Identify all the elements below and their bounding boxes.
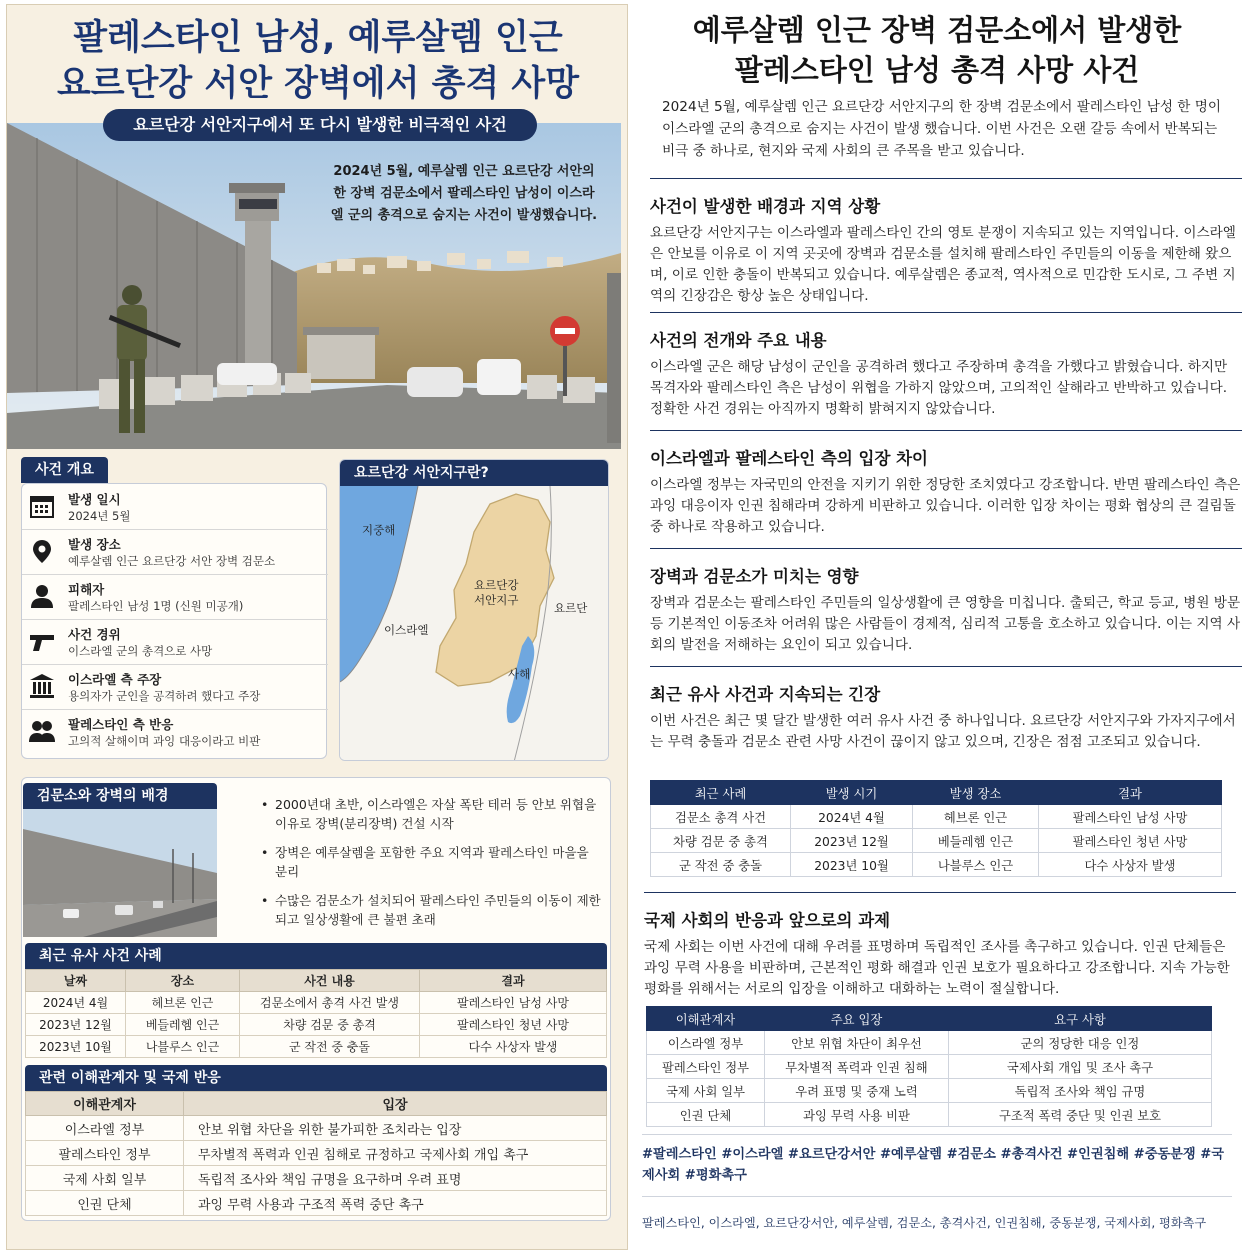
table-cell: 2023년 12월 [791,829,913,853]
table-cell: 나블루스 인근 [126,1036,240,1058]
table-cell: 팔레스타인 남성 사망 [420,992,607,1014]
table-cell: 차량 검문 중 총격 [651,829,791,853]
section-heading: 국제 사회의 반응과 앞으로의 과제 [644,911,891,930]
table-cell: 팔레스타인 정부 [26,1141,184,1166]
section-heading: 사건의 전개와 주요 내용 [650,331,827,350]
table-row [647,1055,1212,1079]
table-cell: 베들레헴 인근 [913,829,1039,853]
hero-caption: 2024년 5월, 예루살렘 인근 요르단강 서안의 한 장벽 검문소에서 팔레스타인 남성이 이스라엘 군의 총격으로 숨지는 사건이 발생했습니다. [330,164,598,223]
table-header: 결과 [420,970,607,992]
hashtags: #팔레스타인 #이스라엘 #요르단강서안 #예루살렘 #검문소 #총격사건 #인권침해 #중동분쟁 #국제사회 #평화촉구 [642,1147,1225,1183]
table-cell: 국제사회 개입 및 조사 촉구 [949,1055,1212,1079]
stakeholder-demands-table [646,1006,1212,1127]
article-section [650,430,1242,538]
section-heading: 장벽과 검문소가 미치는 영향 [650,567,859,586]
table-cell: 베들레헴 인근 [126,1014,240,1036]
table-cell: 독립적 조사와 책임 규명 [949,1079,1212,1103]
map-label-sea: 지중해 [362,523,396,537]
table-cell: 국제 사회 일부 [647,1079,765,1103]
table-header: 사건 내용 [240,970,420,992]
section-heading: 이스라엘과 팔레스타인 측의 입장 차이 [650,449,929,468]
table-cell: 이스라엘 정부 [26,1116,184,1141]
table-header-row [26,1092,607,1116]
article-section [650,548,1242,656]
section-heading: 사건이 발생한 배경과 지역 상황 [650,197,881,216]
table-cell: 국제 사회 일부 [26,1166,184,1191]
table-cell: 2023년 12월 [26,1014,126,1036]
table-header: 주요 입장 [765,1007,949,1031]
table-cell: 팔레스타인 청년 사망 [1039,829,1222,853]
table-cell: 과잉 무력 사용 비판 [765,1103,949,1127]
table-cell: 무차별적 폭력과 인권 침해 [765,1055,949,1079]
cases-table [650,780,1222,877]
section-divider [650,312,1242,313]
map-label-jordan: 요르단 [554,601,588,615]
table-cell: 인권 단체 [26,1191,184,1216]
table-row [647,1031,1212,1055]
overview-label: 팔레스타인 측 반응 [68,717,174,732]
section-body: 요르단강 서안지구는 이스라엘과 팔레스타인 간의 영토 분쟁이 지속되고 있는 지역입니다. 이스라엘은 안보를 이유로 이 지역 곳곳에 장벽과 검문소를 설치해 팔레스타인 주민들의 이동을 제한해 왔으며, 이로 인한 충돌이 반복되고 있습니다. 예루살렘은 종교적, 역사적으로 민감한 도시로, 그 주변 지역의 긴장감은 항상 높은 상태입니다. [650,225,1236,304]
article-section [644,892,1236,1000]
section-divider [650,430,1242,431]
table-cell: 구조적 폭력 중단 및 인권 보호 [949,1103,1212,1127]
section-divider [650,666,1242,667]
left-subtitle-pill: 요르단강 서안지구에서 또 다시 발생한 비극적인 사건 [103,109,537,141]
table-row [651,829,1222,853]
gun-icon [28,627,56,655]
table-cell: 인권 단체 [647,1103,765,1127]
background-bullets [261,795,601,939]
table-cell: 2024년 4월 [791,805,913,829]
table-cell: 팔레스타인 남성 사망 [1039,805,1222,829]
table-header: 이해관계자 [647,1007,765,1031]
person-icon [28,582,56,610]
overview-item-circumstance [22,621,328,665]
table-header: 발생 시기 [791,781,913,805]
table-header: 입장 [184,1092,607,1116]
section-heading: 최근 유사 사건과 지속되는 긴장 [650,685,881,704]
section-divider [650,178,1242,179]
overview-label: 사건 경위 [68,627,121,642]
table-row [647,1079,1212,1103]
map-heading: 요르단강 서안지구란? [340,460,609,486]
table-row [26,1014,607,1036]
table-cell: 군 작전 중 충돌 [651,853,791,877]
table-cell: 군의 정당한 대응 인정 [949,1031,1212,1055]
bullet-item: • 2000년대 초반, 이스라엘은 자살 폭탄 테러 등 안보 위협을 이유로 장벽(분리장벽) 건설 시작 [261,795,601,833]
table-cell: 무차별적 폭력과 인권 침해로 규정하고 국제사회 개입 촉구 [184,1141,607,1166]
stakeholders-table [25,1091,607,1216]
section-body: 이번 사건은 최근 몇 달간 발생한 여러 유사 사건 중 하나입니다. 요르단강 서안지구와 가자지구에서는 무력 충돌과 검문소 관련 사망 사건이 끊이지 않고 있으며, 긴장은 점점 고조되고 있습니다. [650,713,1236,750]
table-cell: 검문소 총격 사건 [651,805,791,829]
table-cell: 2023년 10월 [791,853,913,877]
article-section [650,178,1242,307]
section-body: 이스라엘 군은 해당 남성이 군인을 공격하려 했다고 주장하며 총격을 가했다고 밝혔습니다. 하지만 목격자와 팔레스타인 측은 남성이 위협을 가하지 않았으며, 고의적인 살해라고 반박하고 있습니다. 정확한 사건 경위는 아직까지 명확히 밝혀지지 않았습니다. [650,359,1228,417]
calendar-icon [28,492,56,520]
table-row [651,853,1222,877]
overview-item-victim [22,576,328,620]
table-cell: 안보 위협 차단이 최우선 [765,1031,949,1055]
map-label-deadsea: 사해 [508,667,531,681]
right-article [632,0,1254,1254]
left-headline: 팔레스타인 남성, 예루살렘 인근 요르단강 서안 장벽에서 총격 사망 [56,18,580,104]
table-row [26,1141,607,1166]
map-label-israel: 이스라엘 [384,623,429,637]
left-infographic [6,4,628,1250]
table-cell: 과잉 무력 사용과 구조적 폭력 중단 촉구 [184,1191,607,1216]
table-cell: 팔레스타인 정부 [647,1055,765,1079]
table-cell: 군 작전 중 충돌 [240,1036,420,1058]
table-row [26,1191,607,1216]
overview-value: 팔레스타인 남성 1명 (신원 미공개) [68,599,244,613]
table-cell: 다수 사상자 발생 [420,1036,607,1058]
bullet-item: • 장벽은 예루살렘을 포함한 주요 지역과 팔레스타인 마을을 분리 [261,843,601,881]
overview-item-israel-claim [22,666,328,710]
wall-road-image [23,809,217,937]
government-building-icon [28,672,56,700]
article-section [650,312,1242,420]
table-cell: 헤브론 인근 [913,805,1039,829]
table-cell: 우려 표명 및 중재 노력 [765,1079,949,1103]
background-heading: 검문소와 장벽의 배경 [23,783,217,809]
keywords: 팔레스타인, 이스라엘, 요르단강서안, 예루살렘, 검문소, 총격사건, 인권침해, 중동분쟁, 국제사회, 평화촉구 [642,1216,1207,1230]
table-header: 날짜 [26,970,126,992]
table-cell: 독립적 조사와 책임 규명을 요구하며 우려 표명 [184,1166,607,1191]
table-cell: 팔레스타인 청년 사망 [420,1014,607,1036]
table-header: 요구 사항 [949,1007,1212,1031]
hero-illustration [7,123,621,449]
recent-cases-heading: 최근 유사 사건 사례 [25,943,607,969]
table-header: 최근 사례 [651,781,791,805]
overview-value: 이스라엘 군의 총격으로 사망 [68,644,213,658]
table-row [26,992,607,1014]
overview-item-place [22,531,328,575]
table-cell: 나블루스 인근 [913,853,1039,877]
table-cell: 이스라엘 정부 [647,1031,765,1055]
overview-label: 발생 일시 [68,492,121,507]
table-header: 장소 [126,970,240,992]
overview-value: 고의적 살해이며 과잉 대응이라고 비판 [68,734,261,748]
overview-heading: 사건 개요 [21,457,108,483]
right-intro: 2024년 5월, 예루살렘 인근 요르단강 서안지구의 한 장벽 검문소에서 팔레스타인 남성 한 명이 이스라엘 군의 총격으로 숨지는 사건이 발생 했습니다. 이번 사건은 오랜 갈등 속에서 반복되는 비극 중 하나로, 현지와 국제 사회의 큰 주목을 받고 있습니다. [662,99,1222,159]
westbank-map-box [339,459,609,761]
table-cell: 차량 검문 중 총격 [240,1014,420,1036]
map-label-westbank: 요르단강 서안지구 [474,578,519,607]
table-cell: 다수 사상자 발생 [1039,853,1222,877]
section-divider [644,892,1236,893]
article-section [650,666,1242,753]
overview-item-date [22,486,328,530]
section-divider [650,548,1242,549]
table-cell: 검문소에서 총격 사건 발생 [240,992,420,1014]
stakeholders-heading: 관련 이해관계자 및 국제 반응 [25,1065,607,1091]
overview-box [21,483,327,759]
table-header-row [647,1007,1212,1031]
right-headline: 예루살렘 인근 장벽 검문소에서 발생한 팔레스타인 남성 총격 사망 사건 [692,13,1182,87]
section-body: 장벽과 검문소는 팔레스타인 주민들의 일상생활에 큰 영향을 미칩니다. 출퇴근, 학교 등교, 병원 방문 등 기본적인 이동조차 어려워 많은 사람들이 경제적, 심리적 고통을 호소하고 있습니다. 이는 지역 사회의 발전을 저해하는 요인이 되고 있습니다. [650,595,1241,653]
table-row [26,1166,607,1191]
section-body: 국제 사회는 이번 사건에 대해 우려를 표명하며 독립적인 조사를 촉구하고 있습니다. 인권 단체들은 과잉 무력 사용을 비판하며, 근본적인 평화 해결과 인권 보호가 필요하다고 강조합니다. 지속 가능한 평화를 위해서는 서로의 입장을 이해하고 대화하는 노력이 절실합니다. [644,939,1230,997]
table-cell: 2024년 4월 [26,992,126,1014]
keyword-divider [642,1196,1232,1197]
section-body: 이스라엘 정부는 자국민의 안전을 지키기 위한 정당한 조치였다고 강조합니다. 반면 팔레스타인 측은 과잉 대응이자 인권 침해라며 강하게 비판하고 있습니다. 이러한 입장 차이는 평화 협상의 큰 걸림돌 중 하나로 작용하고 있습니다. [650,477,1241,535]
table-header-row [26,970,607,992]
table-cell: 안보 위협 차단을 위한 불가피한 조치라는 입장 [184,1116,607,1141]
table-row [26,1116,607,1141]
overview-label: 피해자 [68,582,105,597]
people-icon [28,717,56,745]
location-pin-icon [28,537,56,565]
table-row [647,1103,1212,1127]
overview-label: 이스라엘 측 주장 [68,672,162,687]
overview-value: 예루살렘 인근 요르단강 서안 장벽 검문소 [68,554,276,568]
table-header: 결과 [1039,781,1222,805]
overview-value: 2024년 5월 [68,509,131,523]
overview-value: 용의자가 군인을 공격하려 했다고 주장 [68,689,261,703]
table-row [26,1036,607,1058]
bullet-item: • 수많은 검문소가 설치되어 팔레스타인 주민들의 이동이 제한되고 일상생활에 큰 불편 초래 [261,891,601,929]
table-header: 이해관계자 [26,1092,184,1116]
overview-label: 발생 장소 [68,537,121,552]
table-header: 발생 장소 [913,781,1039,805]
table-cell: 헤브론 인근 [126,992,240,1014]
overview-item-palestine-reaction [22,711,328,755]
table-header-row [651,781,1222,805]
recent-cases-table [25,969,607,1058]
table-cell: 2023년 10월 [26,1036,126,1058]
table-row [651,805,1222,829]
hashtag-divider [642,1134,1232,1135]
